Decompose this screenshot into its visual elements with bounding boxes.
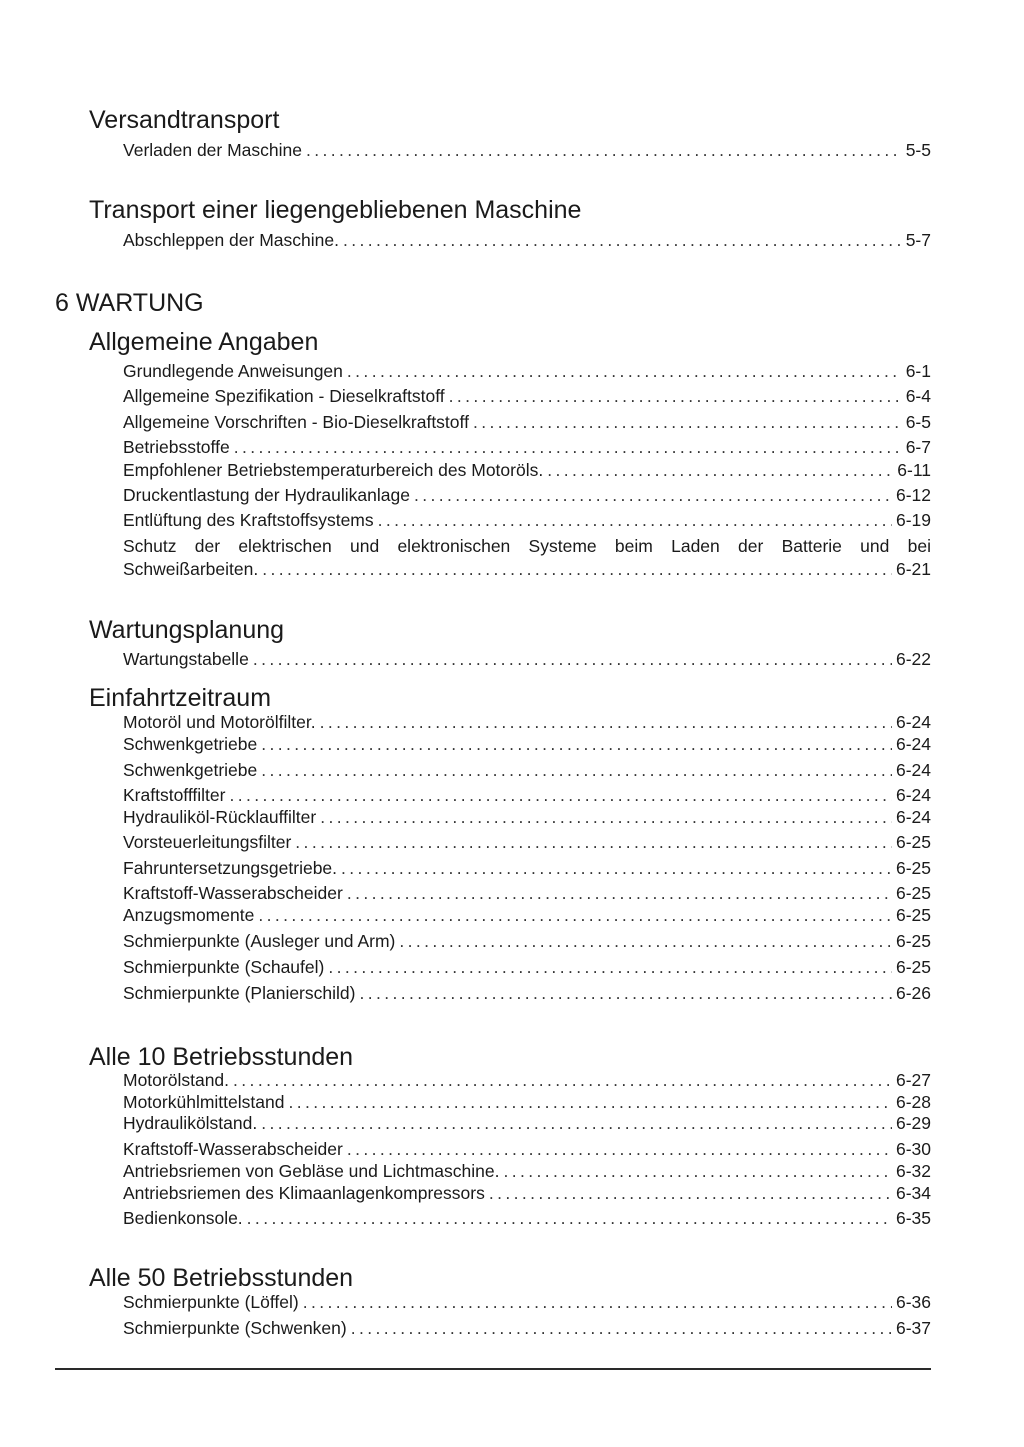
toc-entry-text: Wartungstabelle — [123, 649, 249, 669]
toc-entry-page: 6-21 — [895, 559, 931, 579]
leader-dots — [449, 385, 902, 407]
toc-entry-page: 6-4 — [905, 386, 931, 406]
toc-entry-page: 6-28 — [895, 1092, 931, 1112]
section-title-versandtransport: Versandtransport — [89, 106, 280, 134]
toc-entry-text: Schwenkgetriebe — [123, 760, 258, 780]
toc-entry-page: 6-5 — [905, 412, 931, 432]
leader-dots — [341, 857, 892, 879]
leader-dots — [347, 882, 892, 904]
toc-entry-text: Verladen der Maschine — [123, 140, 302, 160]
leader-dots — [295, 831, 892, 853]
leader-dots — [233, 1069, 892, 1091]
toc-entry[interactable] — [123, 484, 931, 506]
toc-entry[interactable] — [123, 759, 931, 781]
toc-entry-text: Motorkühlmittelstand — [123, 1092, 285, 1112]
toc-entry-page: 6-25 — [895, 957, 931, 977]
toc-entry-page: 6-27 — [895, 1070, 931, 1090]
toc-entry[interactable] — [123, 930, 931, 952]
toc-entry-text: Schmierpunkte (Schaufel) — [123, 957, 325, 977]
toc-entry-text: Abschleppen der Maschine. — [123, 230, 339, 250]
toc-entry-page: 6-19 — [895, 510, 931, 530]
toc-entry-text: Motorölstand. — [123, 1070, 230, 1090]
toc-entry-page: 6-35 — [895, 1208, 931, 1228]
leader-dots — [503, 1160, 892, 1182]
toc-entry[interactable] — [123, 784, 931, 806]
toc-entry[interactable] — [123, 956, 931, 978]
toc-entry-page: 6-26 — [895, 983, 931, 1003]
toc-entry[interactable] — [123, 436, 931, 458]
toc-entry-text: Fahruntersetzungsgetriebe. — [123, 858, 338, 878]
toc-entry[interactable] — [123, 982, 931, 1004]
toc-entry-page: 6-25 — [895, 905, 931, 925]
toc-entry[interactable] — [123, 648, 931, 670]
leader-dots — [320, 711, 892, 733]
leader-dots — [473, 411, 902, 433]
leader-dots — [351, 1317, 892, 1339]
toc-entry-text: Schmierpunkte (Löffel) — [123, 1292, 299, 1312]
toc-entry[interactable] — [123, 459, 931, 481]
leader-dots — [306, 139, 902, 161]
leader-dots — [229, 784, 892, 806]
toc-entry-page: 6-25 — [895, 832, 931, 852]
toc-entry[interactable] — [123, 411, 931, 433]
toc-entry-page: 6-34 — [895, 1183, 931, 1203]
toc-entry[interactable] — [123, 509, 931, 531]
toc-entry[interactable] — [123, 857, 931, 879]
toc-entry[interactable] — [123, 711, 931, 733]
section-title-wartungsplanung: Wartungsplanung — [89, 616, 285, 644]
leader-dots — [261, 733, 892, 755]
toc-entry-text: Grundlegende Anweisungen — [123, 361, 343, 381]
toc-entry-page: 6-24 — [895, 760, 931, 780]
toc-entry-page: 6-24 — [895, 807, 931, 827]
toc-entry[interactable] — [123, 1317, 931, 1339]
leader-dots — [262, 558, 892, 580]
section-title-alle-50: Alle 50 Betriebsstunden — [89, 1264, 354, 1292]
toc-entry-text: Schmierpunkte (Ausleger und Arm) — [123, 931, 396, 951]
toc-entry[interactable] — [123, 558, 931, 580]
toc-entry[interactable] — [123, 1160, 931, 1182]
toc-entry[interactable] — [123, 1291, 931, 1313]
toc-entry-text: Anzugsmomente — [123, 905, 255, 925]
leader-dots — [414, 484, 892, 506]
toc-entry-text: Antriebsriemen von Gebläse und Lichtmaschine. — [123, 1161, 500, 1181]
toc-entry-page: 6-30 — [895, 1139, 931, 1159]
toc-entry-text: Empfohlener Betriebstemperaturbereich des Motoröls. — [123, 460, 544, 480]
toc-entry-page: 6-7 — [905, 437, 931, 457]
toc-entry-page: 6-24 — [895, 734, 931, 754]
toc-entry-page: 5-5 — [905, 140, 931, 160]
toc-entry-text: Druckentlastung der Hydraulikanlage — [123, 485, 410, 505]
toc-entry-page: 6-25 — [895, 931, 931, 951]
toc-entry[interactable] — [123, 904, 931, 926]
leader-dots — [247, 1207, 892, 1229]
toc-entry-text: Kraftstofffilter — [123, 785, 226, 805]
toc-entry-text: Allgemeine Spezifikation - Dieselkraftstoff — [123, 386, 445, 406]
toc-entry-text: Hydrauliköl-Rücklauffilter — [123, 807, 317, 827]
toc-entry[interactable] — [123, 882, 931, 904]
toc-entry[interactable] — [123, 831, 931, 853]
toc-entry-page: 6-22 — [895, 649, 931, 669]
toc-entry-page: 6-25 — [895, 858, 931, 878]
toc-entry-page: 6-25 — [895, 883, 931, 903]
section-title-alle-10: Alle 10 Betriebsstunden — [89, 1043, 354, 1071]
leader-dots — [347, 1138, 892, 1160]
toc-entry-page: 5-7 — [905, 230, 931, 250]
toc-entry-page: 6-29 — [895, 1113, 931, 1133]
chapter-title: 6 WARTUNG — [55, 289, 204, 317]
leader-dots — [288, 1091, 892, 1113]
toc-entry-text: Schmierpunkte (Schwenken) — [123, 1318, 347, 1338]
leader-dots — [320, 806, 892, 828]
leader-dots — [547, 459, 893, 481]
toc-entry-text: Bedienkonsole. — [123, 1208, 243, 1228]
toc-entry-text: Antriebsriemen des Klimaanlagenkompressors — [123, 1183, 485, 1203]
section-title-liegengeblieben: Transport einer liegengebliebenen Maschine — [89, 196, 582, 224]
toc-entry-page: 6-1 — [905, 361, 931, 381]
leader-dots — [489, 1182, 892, 1204]
leader-dots — [347, 360, 902, 382]
leader-dots — [253, 648, 892, 670]
leader-dots — [399, 930, 892, 952]
toc-entry-text: Schweißarbeiten. — [123, 559, 259, 579]
toc-entry-text: Entlüftung des Kraftstoffsystems — [123, 510, 374, 530]
toc-entry-page: 6-11 — [897, 460, 931, 480]
section-title-einfahrtzeitraum: Einfahrtzeitraum — [89, 684, 272, 712]
leader-dots — [261, 759, 892, 781]
leader-dots — [343, 229, 902, 251]
toc-entry[interactable] — [123, 385, 931, 407]
toc-entry-page: 6-24 — [895, 785, 931, 805]
footer-rule — [55, 1368, 931, 1370]
toc-entry[interactable] — [123, 1182, 931, 1204]
toc-entry[interactable] — [123, 229, 931, 251]
toc-entry-text: Allgemeine Vorschriften - Bio-Dieselkraftstoff — [123, 412, 469, 432]
leader-dots — [378, 509, 892, 531]
toc-entry-text: Kraftstoff-Wasserabscheider — [123, 883, 343, 903]
toc-entry-page: 6-32 — [895, 1161, 931, 1181]
leader-dots — [234, 436, 902, 458]
toc-entry-text: Schmierpunkte (Planierschild) — [123, 983, 356, 1003]
toc-entry-long-line1[interactable]: Schutz der elektrischen und elektronischen Systeme beim Laden der Batterie und bei — [123, 536, 931, 556]
toc-entry[interactable] — [123, 1207, 931, 1229]
toc-entry-page: 6-24 — [895, 712, 931, 732]
toc-entry[interactable] — [123, 360, 931, 382]
section-title-allgemeine-angaben: Allgemeine Angaben — [89, 328, 319, 356]
toc-entry[interactable] — [123, 139, 931, 161]
toc-entry[interactable] — [123, 1091, 931, 1113]
leader-dots — [261, 1112, 892, 1134]
toc-entry-page: 6-37 — [895, 1318, 931, 1338]
toc-entry-text: Schwenkgetriebe — [123, 734, 258, 754]
toc-entry-text: Hydraulikölstand. — [123, 1113, 258, 1133]
leader-dots — [328, 956, 892, 978]
leader-dots — [303, 1291, 892, 1313]
toc-entry-page: 6-36 — [895, 1292, 931, 1312]
toc-entry-text: Kraftstoff-Wasserabscheider — [123, 1139, 343, 1159]
leader-dots — [359, 982, 892, 1004]
toc-entry[interactable] — [123, 1112, 931, 1134]
toc-entry[interactable] — [123, 806, 931, 828]
toc-entry[interactable] — [123, 1069, 931, 1091]
toc-entry-text: Motoröl und Motorölfilter. — [123, 712, 316, 732]
toc-entry-text: Vorsteuerleitungsfilter — [123, 832, 292, 852]
toc-entry[interactable] — [123, 733, 931, 755]
toc-entry-text: Betriebsstoffe — [123, 437, 230, 457]
leader-dots — [258, 904, 892, 926]
toc-entry[interactable] — [123, 1138, 931, 1160]
toc-entry-page: 6-12 — [895, 485, 931, 505]
